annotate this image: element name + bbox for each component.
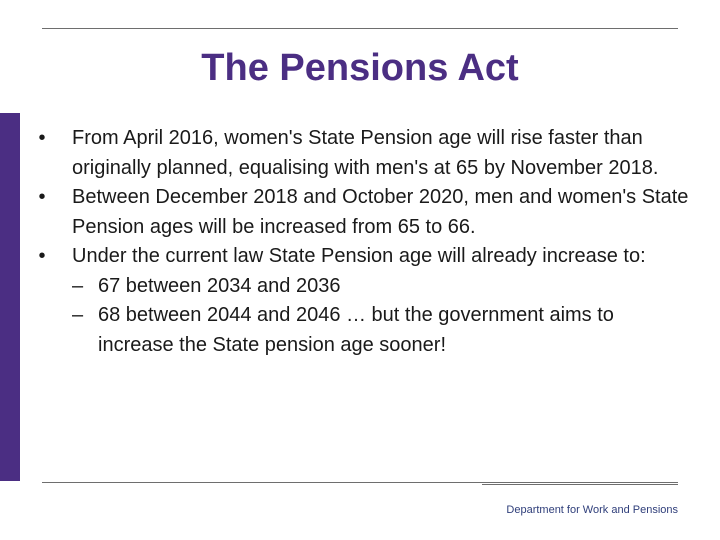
sub-bullet-marker: – — [72, 274, 84, 297]
sub-bullet-text: 68 between 2044 and 2046 … but the government aims to increase the State pension age sooner! — [98, 304, 614, 356]
bottom-rule — [42, 482, 678, 483]
bullet-item — [30, 124, 690, 183]
bullet-item — [30, 242, 690, 360]
bullet-text: Under the current law State Pension age will already increase to: — [72, 245, 646, 267]
bullet-marker: • — [38, 127, 46, 149]
bullet-item — [30, 183, 690, 242]
slide-body — [30, 124, 690, 360]
bullet-text: Between December 2018 and October 2020, men and women's State Pension ages will be increased from 65 to 66. — [72, 186, 689, 238]
bullet-list — [30, 124, 690, 360]
sub-bullet-item — [72, 272, 690, 302]
slide-title: The Pensions Act — [201, 47, 519, 89]
footer-rule — [482, 484, 678, 485]
accent-side-bar — [0, 113, 20, 481]
sub-bullet-item — [72, 301, 690, 360]
sub-bullet-list — [72, 272, 690, 361]
footer-department: Department for Work and Pensions — [506, 504, 678, 516]
bullet-text: From April 2016, women's State Pension age will rise faster than originally planned, equalising with men's at 65 by November 2018. — [72, 127, 659, 179]
sub-bullet-marker: – — [72, 304, 84, 326]
bullet-marker: • — [38, 245, 46, 267]
sub-bullet-text: 67 between 2034 and 2036 — [98, 274, 341, 297]
top-rule — [42, 28, 678, 29]
bullet-marker: • — [38, 186, 46, 208]
